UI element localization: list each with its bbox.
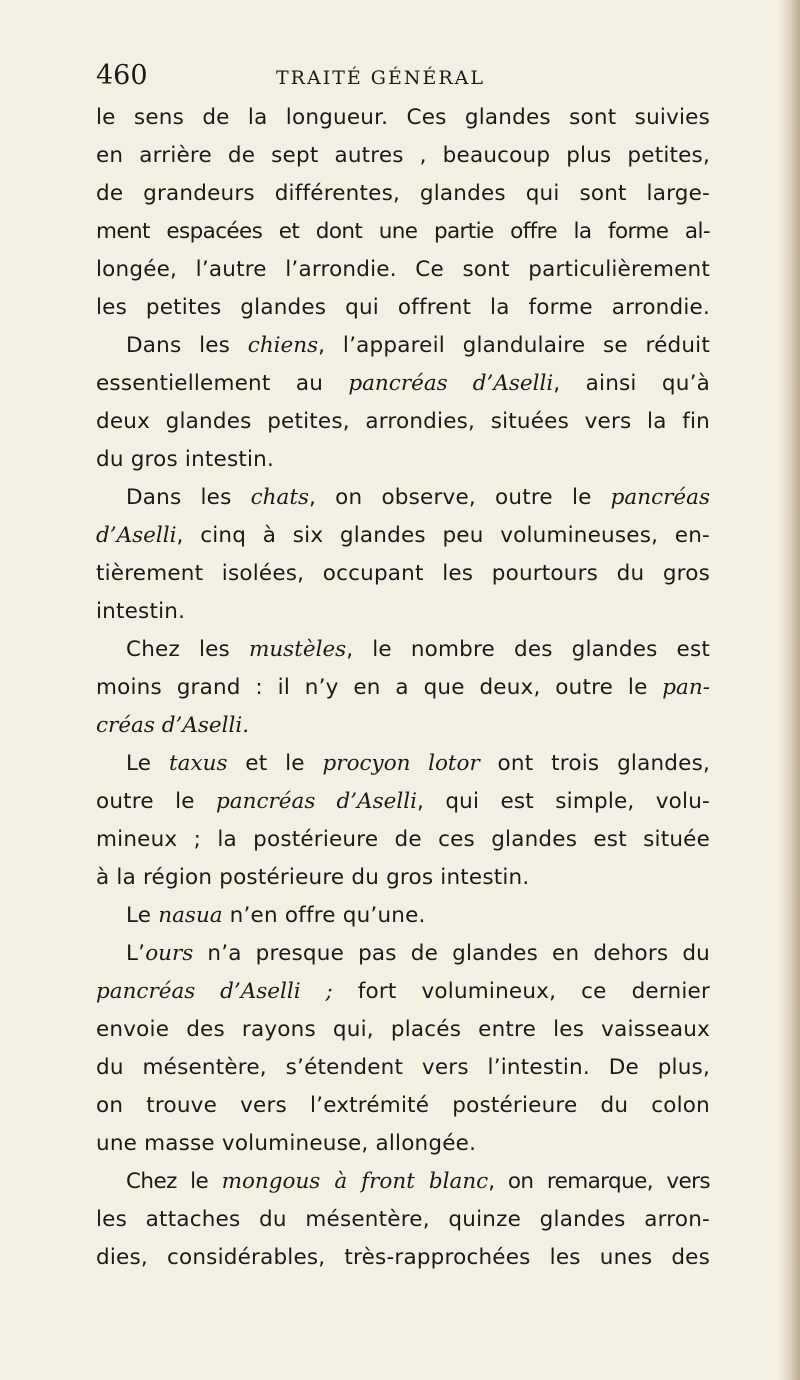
text-line: longée, l’autre l’arrondie. Ce sont particulièrement — [96, 257, 710, 282]
text-line: à la région postérieure du gros intestin. — [96, 865, 530, 890]
italic-term: ours — [145, 941, 194, 966]
italic-term: créas d’Aselli. — [96, 713, 250, 738]
italic-term: pan- — [662, 675, 710, 700]
text-line: Chez le mongous à front blanc, on remarque, vers — [126, 1169, 710, 1194]
text-line: d’Aselli, cinq à six glandes peu volumineuses, en- — [96, 523, 710, 548]
text-line: mineux ; la postérieure de ces glandes est située — [96, 827, 710, 852]
body-text — [96, 99, 710, 1277]
page-header — [96, 58, 696, 98]
text-line: deux glandes petites, arrondies, situées vers la fin — [96, 409, 710, 434]
text-line: L’ours n’a presque pas de glandes en dehors du — [126, 941, 710, 966]
text-line: du mésentère, s’étendent vers l’intestin. De plus, — [96, 1055, 710, 1080]
text-line: les attaches du mésentère, quinze glandes arron- — [96, 1207, 710, 1232]
text-line: outre le pancréas d’Aselli, qui est simple, volu- — [96, 789, 710, 814]
text-line: Le nasua n’en offre qu’une. — [126, 903, 426, 928]
text-line: pancréas d’Aselli ; fort volumineux, ce dernier — [96, 979, 710, 1004]
italic-term: chats — [250, 485, 309, 510]
italic-term: mongous à front blanc — [221, 1169, 489, 1194]
text-line: Dans les chats, on observe, outre le pancréas — [126, 485, 710, 510]
text-line: de grandeurs différentes, glandes qui sont large- — [96, 181, 710, 206]
text-line: on trouve vers l’extrémité postérieure du colon — [96, 1093, 710, 1118]
page-edge-shadow — [778, 0, 800, 1380]
text-line: envoie des rayons qui, placés entre les vaisseaux — [96, 1017, 710, 1042]
text-line: le sens de la longueur. Ces glandes sont suivies — [96, 105, 710, 130]
text-line: moins grand : il n’y en a que deux, outre le pan- — [96, 675, 710, 700]
italic-term: pancréas d’Aselli ; — [96, 979, 333, 1004]
page-number: 460 — [96, 60, 148, 91]
text-line — [96, 707, 710, 745]
text-line: Le taxus et le procyon lotor ont trois glandes, — [126, 751, 710, 776]
text-line: tièrement isolées, occupant les pourtours du gros — [96, 561, 710, 586]
text-line: intestin. — [96, 599, 186, 624]
italic-term: pancréas d’Aselli — [216, 789, 417, 814]
text-line: du gros intestin. — [96, 447, 275, 472]
italic-term: procyon lotor — [322, 751, 480, 776]
running-title: TRAITÉ GÉNÉRAL — [276, 67, 485, 89]
italic-term: taxus — [169, 751, 228, 776]
text-line: une masse volumineuse, allongée. — [96, 1131, 477, 1156]
text-line: les petites glandes qui offrent la forme arrondie. — [96, 295, 710, 320]
italic-term: nasua — [158, 903, 223, 928]
text-line: Chez les mustèles, le nombre des glandes est — [126, 637, 710, 662]
text-line: dies, considérables, très-rapprochées les unes des — [96, 1245, 710, 1270]
italic-term: mustèles — [248, 637, 347, 662]
italic-term: pancréas — [610, 485, 710, 510]
italic-term: pancréas d’Aselli — [348, 371, 554, 396]
italic-term: d’Aselli — [96, 523, 177, 548]
text-line: Dans les chiens, l’appareil glandulaire se réduit — [126, 333, 710, 358]
text-line: en arrière de sept autres , beaucoup plus petites, — [96, 143, 710, 168]
text-line: essentiellement au pancréas d’Aselli, ainsi qu’à — [96, 371, 710, 396]
text-line: ment espacées et dont une partie offre la forme al- — [96, 219, 710, 244]
italic-term: chiens — [247, 333, 319, 358]
